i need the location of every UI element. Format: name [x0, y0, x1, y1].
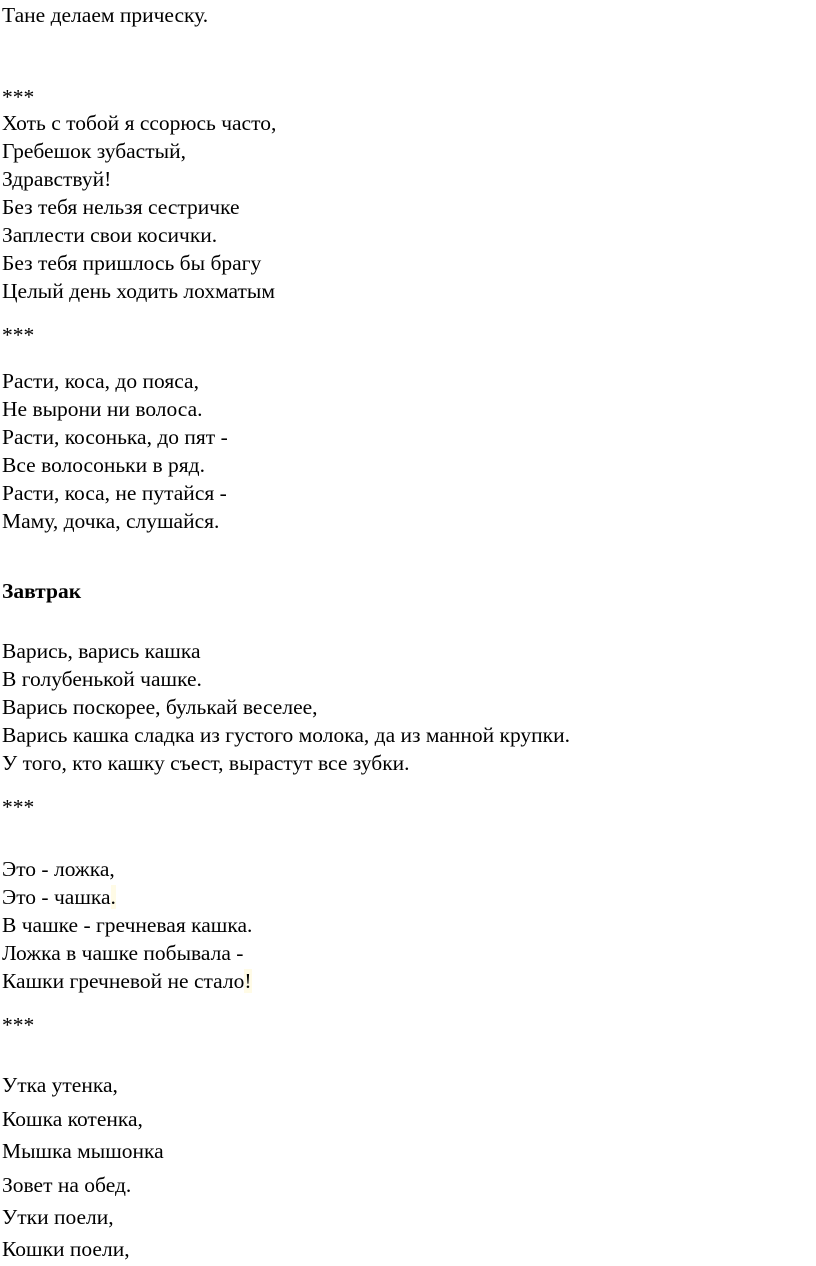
poem2-line-4: Все волосоньки в ряд.: [2, 453, 205, 477]
poem3-line-5: У того, кто кашку съест, вырастут все зубки.: [2, 751, 410, 775]
poem2-line-2: Не вырони ни волоса.: [2, 397, 203, 421]
poem4-line-3: В чашке - гречневая кашка.: [2, 913, 253, 937]
poem3-line-4: Варись кашка сладка из густого молока, да из манной крупки.: [2, 723, 570, 747]
poem3-line-3: Варись поскорее, булькай веселее,: [2, 695, 318, 719]
poem4-line-4: Ложка в чашке побывала -: [2, 941, 244, 965]
highlight-mark: !: [244, 969, 252, 993]
poem4-line-2-text: Это - чашка: [2, 885, 111, 909]
poem1-line-3: Здравствуй!: [2, 167, 112, 191]
poem5-stars: ***: [2, 1013, 35, 1037]
poem4-line-5: [2, 968, 252, 994]
poem1-line-6: Без тебя пришлось бы брагу: [2, 251, 262, 275]
poem5-line-4: Зовет на обед.: [2, 1173, 132, 1197]
poem2-stars: ***: [2, 323, 35, 347]
poem1-line-4: Без тебя нельзя сестричке: [2, 195, 240, 219]
poem3-line-1: Варись, варись кашка: [2, 639, 201, 663]
section-title: Завтрак: [2, 579, 82, 603]
poem2-line-1: Расти, коса, до пояса,: [2, 369, 199, 393]
poem5-line-5: Утки поели,: [2, 1205, 114, 1229]
poem3-line-2: В голубенькой чашке.: [2, 667, 202, 691]
intro-line: Тане делаем прическу.: [2, 3, 209, 27]
poem2-line-6: Маму, дочка, слушайся.: [2, 509, 220, 533]
poem4-line-5-text: Кашки гречневой не стало: [2, 969, 245, 993]
poem1-stars: ***: [2, 85, 35, 109]
poem5-line-1: Утка утенка,: [2, 1073, 118, 1097]
poem5-line-2: Кошка котенка,: [2, 1107, 143, 1131]
poem1-line-2: Гребешок зубастый,: [2, 139, 186, 163]
poem1-line-7: Целый день ходить лохматым: [2, 279, 275, 303]
poem4-line-1: Это - ложка,: [2, 857, 115, 881]
poem1-line-1: Хоть с тобой я ссорюсь часто,: [2, 111, 277, 135]
poem5-line-3: Мышка мышонка: [2, 1139, 164, 1163]
poem4-line-2: [2, 884, 116, 910]
poem5-line-6: Кошки поели,: [2, 1237, 130, 1261]
poem4-stars: ***: [2, 795, 35, 819]
highlight-mark: .: [110, 885, 116, 909]
poem2-line-5: Расти, коса, не путайся -: [2, 481, 227, 505]
poem1-line-5: Заплести свои косички.: [2, 223, 218, 247]
poem2-line-3: Расти, косонька, до пят -: [2, 425, 228, 449]
